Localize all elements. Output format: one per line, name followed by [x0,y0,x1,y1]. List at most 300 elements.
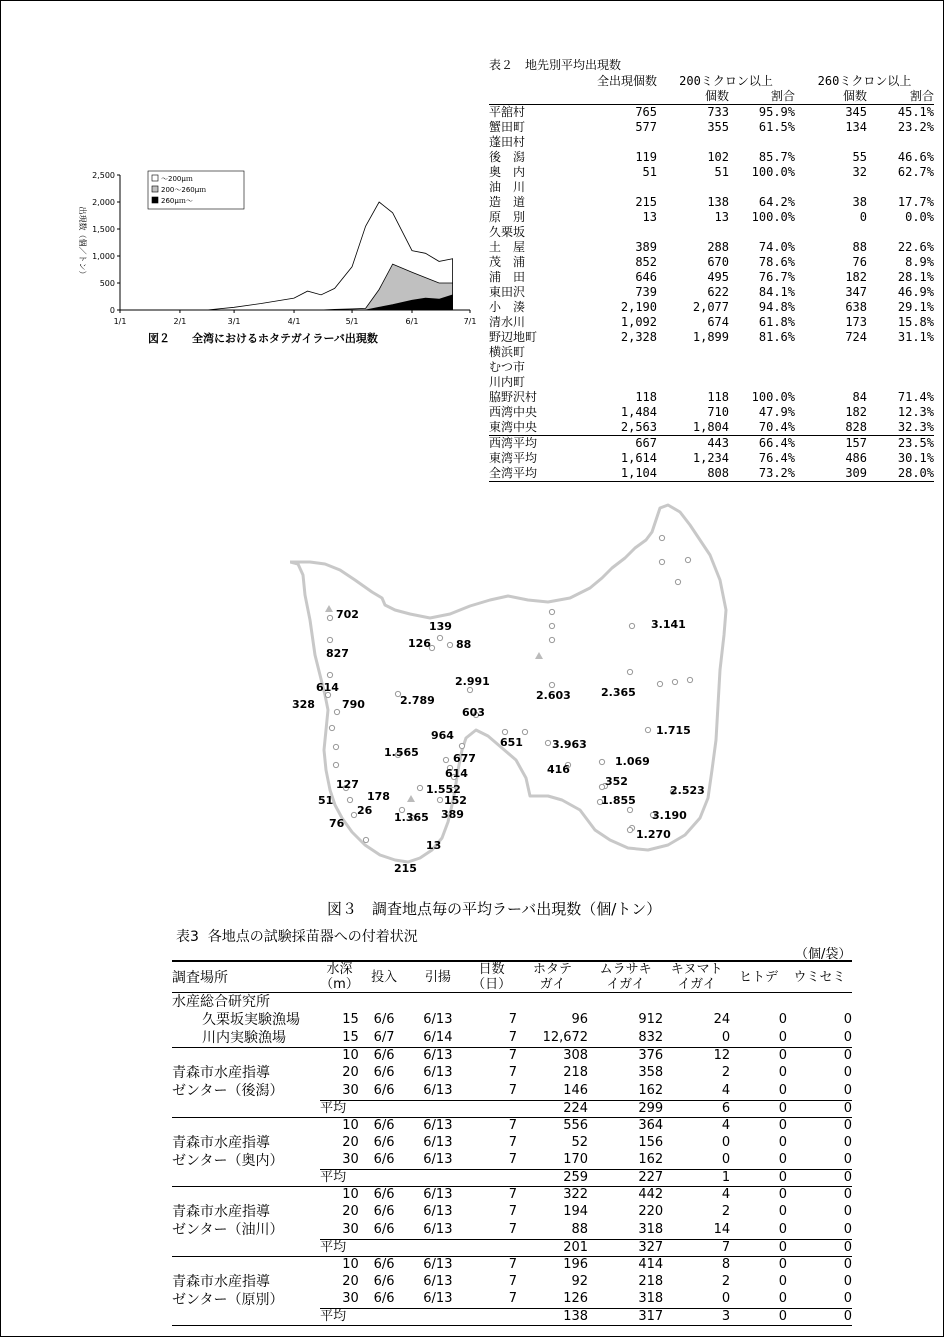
station-dot [672,679,677,684]
table2-cell: 8.9% [905,255,934,269]
table3-cell: 6/13 [423,1291,453,1307]
station-dot [467,687,472,692]
station-dot [659,535,664,540]
table2-site: 東田沢 [489,285,526,299]
table3-cell: 6/7 [373,1030,395,1045]
table3-cell: 7 [466,1187,517,1204]
table2-cell: 215 [635,195,657,209]
station-dot [549,609,554,614]
table2-cell [867,360,934,375]
triangle-marker [407,795,415,802]
table2-site: 後 潟 [489,150,526,164]
table3-avg-cell: 0 [730,1170,787,1187]
figure2-caption-text: 全湾におけるホタテガイラーバ出現数 [192,332,378,345]
station-dot [549,637,554,642]
table2-cell: 739 [635,285,657,299]
table2-cell: 2,563 [620,420,657,434]
table2-cell: 66.4% [729,436,795,452]
table2-row [489,195,934,210]
table3-avg-row [172,1239,852,1256]
table3-header-days-unit: （日） [466,977,517,993]
table2-title: 表２ 地先別平均出現数 [489,58,622,72]
table3-cell: 20 [342,1204,359,1219]
table3-cell: 7 [508,1152,518,1168]
table2-row [489,420,934,436]
table2-cell [795,135,867,150]
station-value-label: 76 [329,817,345,830]
table3-cell: 308 [517,1048,588,1065]
station-dot [629,623,634,628]
table3-row [172,1082,852,1100]
station-dot [545,740,550,745]
table3-cell: 0 [778,1134,787,1150]
table2-cell: 118 [635,390,657,404]
station-dot [443,757,448,762]
table3-cell: 0 [843,1221,852,1237]
table3-avg-cell: 0 [787,1309,852,1326]
table3-cell: 7 [508,1012,518,1027]
table3-cell: 0 [721,1291,731,1307]
table2-cell: 443 [657,436,729,452]
x-tick-label: 1/1 [113,317,127,326]
table3-avg-cell: 0 [730,1309,787,1326]
station-value-label: 3.190 [652,809,687,822]
table3-cell: 0 [730,1187,787,1204]
table3-cell: 0 [843,1291,852,1307]
table2-cell: 15.8% [897,315,934,329]
table2-cell: 2,077 [692,300,729,314]
table3-cell: 10 [320,1048,359,1065]
table2-cell [729,375,795,390]
table3-place: ゼンター（油川） [172,1222,284,1238]
station-value-label: 1.552 [426,783,461,796]
x-tick-label: 3/1 [227,317,241,326]
table2-cell: 173 [845,315,867,329]
table2-cell: 288 [707,240,729,254]
table2-cell: 1,484 [620,405,657,419]
table3-cell: 0 [843,1082,852,1098]
table3-cell: 0 [730,1048,787,1065]
table3-cell: 0 [778,1065,787,1080]
table2-cell: 646 [635,270,657,284]
station-value-label: 702 [336,608,359,621]
table2-header-ratio: 割合 [729,89,795,105]
table2-row [489,210,934,225]
station-value-label: 416 [547,763,570,776]
table2-cell: 724 [845,330,867,344]
table3-cell: 30 [342,1291,359,1307]
station-value-label: 964 [431,729,454,742]
table2-row [489,240,934,255]
table2-cell: 1,092 [620,315,657,329]
table2-cell: 28.0% [867,466,934,482]
table3-caption: 表3 各地点の試験採苗器への付着状況 [176,929,418,945]
table3-header-put: 投入 [359,970,410,986]
table3-row [172,1029,852,1048]
station-value-label: 790 [342,698,365,711]
table3-cell: 358 [638,1065,664,1080]
table3-cell: 7 [508,1273,518,1289]
larvae-area-chart [60,165,480,355]
table3-avg-cell: 224 [517,1100,588,1117]
table2-cell: 76.7% [758,270,795,284]
legend-swatch [152,186,158,192]
y-axis-label: 出現数（個／トン） [78,206,87,279]
table2-row [489,180,934,195]
table3-avg-cell: 0 [730,1100,787,1117]
table2-row [489,405,934,420]
table3-row [172,1256,852,1273]
table2-row [489,120,934,135]
table3-cell: 126 [563,1291,589,1307]
station-dot [447,642,452,647]
table3-header-hotate: ホタテ [517,961,588,977]
station-value-label: 651 [500,736,523,749]
table2-cell [657,180,729,195]
table2-cell: 733 [707,105,729,119]
table3-cell: 0 [778,1012,787,1027]
table2-cell: 70.4% [758,420,795,434]
table3-cell: 10 [320,1117,359,1134]
table3-cell: 6/13 [409,1117,466,1134]
table3-cell: 0 [843,1030,852,1045]
table2-cell: 134 [845,120,867,134]
table2-site: 小 湊 [489,300,526,314]
station-dot [333,744,338,749]
table2-cell: 95.9% [758,105,795,119]
table3-place: ゼンター（原別） [172,1291,284,1308]
station-value-label: 215 [394,862,417,875]
table2-site: 横浜町 [489,345,526,359]
table2-cell: 47.9% [758,405,795,419]
station-value-label: 614 [316,681,339,694]
station-value-label: 328 [292,698,315,711]
table2-cell: 495 [707,270,729,284]
table2-row [489,390,934,405]
table3-row [172,1187,852,1204]
station-dot [685,557,690,562]
table2-cell: 2,328 [620,330,657,344]
table3-cell: 0 [843,1134,852,1150]
table2-row [489,330,934,345]
table3-avg-cell: 138 [517,1309,588,1326]
table2 [489,56,934,482]
table3-avg-row [172,1170,852,1187]
table3-cell: 15 [342,1012,359,1027]
table2-cell [657,225,729,240]
table3-cell: 322 [517,1187,588,1204]
table2-cell: 1,804 [692,420,729,434]
table3-cell: 0 [778,1082,787,1098]
table3-row [172,1064,852,1082]
table2-site: 全湾平均 [489,466,571,482]
station-value-label: 139 [429,620,452,633]
table2-cell: 100.0% [751,390,795,404]
figure2-caption [148,330,378,346]
table3-cell: 6/13 [423,1082,453,1098]
table2-cell: 2,190 [620,300,657,314]
table2-cell [571,135,657,150]
station-dot [417,785,422,790]
station-dot [327,672,332,677]
table3-row [172,1221,852,1239]
table3-cell: 7 [508,1204,518,1219]
station-dot [599,759,604,764]
station-dot [627,807,632,812]
table3-cell: 6/13 [423,1204,453,1219]
bay-map [290,500,750,890]
station-value-label: 152 [444,794,467,807]
table3-cell: 7 [508,1134,518,1150]
table3-avg-label: 平均 [320,1309,517,1326]
table2-cell: 94.8% [758,300,795,314]
table3-avg-cell: 0 [787,1239,852,1256]
table2-site: 脇野沢村 [489,390,538,404]
table2-cell [795,225,867,240]
station-value-label: 1.715 [656,724,691,737]
table3-cell: 4 [663,1117,730,1134]
table3-cell: 2 [721,1065,731,1080]
table2-site: 川内町 [489,375,526,389]
table3-cell: 6/13 [423,1134,453,1150]
table3-cell: 7 [466,1256,517,1273]
table3-unit: （個/袋） [795,947,852,962]
table2-cell: 45.1% [897,105,934,119]
station-value-label: 88 [456,638,472,651]
table2-cell: 84 [852,390,867,404]
table3-place: 青森市水産指導 [172,1134,270,1151]
x-tick-label: 4/1 [287,317,301,326]
table3-cell: 2 [721,1273,731,1289]
table3-header-depth: 水深 [320,961,359,977]
table3-cell: 442 [588,1187,663,1204]
table2-cell: 85.7% [758,150,795,164]
station-dot [363,837,368,842]
table3-header-days: 日数 [466,961,517,977]
table3-cell: 6/6 [359,1117,410,1134]
table3-cell: 7 [508,1291,518,1307]
table3-avg-cell: 7 [663,1239,730,1256]
table2-cell: 22.6% [897,240,934,254]
table3-cell: 0 [787,1117,852,1134]
table2-cell: 1,104 [571,466,657,482]
table3-row [172,1273,852,1291]
table3-avg-cell: 317 [588,1309,663,1326]
table3-header-murasaki: ムラサキ [588,961,663,977]
table2-cell [795,180,867,195]
table2-cell: 71.4% [897,390,934,404]
station-dot [522,729,527,734]
table3-cell: 7 [508,1030,518,1045]
table2-cell: 31.1% [897,330,934,344]
table3-avg-cell: 227 [588,1170,663,1187]
table2-body [489,105,934,482]
table3-body [172,961,852,1326]
table3-header-pull: 引揚 [409,970,466,986]
station-dot [437,797,442,802]
table2-site: 平舘村 [489,105,526,119]
table3-place: 川内実験漁場 [202,1030,286,1046]
table2-cell: 32 [852,165,867,179]
table2-site: 東湾中央 [489,420,538,434]
table3-cell: 6/6 [373,1082,395,1098]
legend-swatch [152,175,158,181]
table2-cell: 852 [635,255,657,269]
table3-header-murasaki-2: イガイ [588,977,663,993]
table2-cell: 1,899 [692,330,729,344]
table3-place: 青森市水産指導 [172,1065,270,1081]
table3-cell: 12 [663,1048,730,1065]
table2-cell: 13 [642,210,657,224]
station-dot [687,677,692,682]
table3-cell: 10 [320,1256,359,1273]
table3-cell: 6/14 [423,1030,453,1045]
table3-cell: 6/13 [423,1221,453,1237]
table3-avg-cell: 0 [787,1170,852,1187]
table3-cell: 0 [843,1204,852,1219]
station-value-label: 13 [426,839,442,852]
station-value-label: 178 [367,790,390,803]
table2-cell [657,360,729,375]
table3-header-place: 調査場所 [172,970,320,986]
table2-cell: 73.2% [729,466,795,482]
table2-row [489,315,934,330]
table3-avg-cell: 1 [663,1170,730,1187]
table3-row [172,1203,852,1221]
x-tick-label: 5/1 [345,317,359,326]
table2-site: 野辺地町 [489,330,538,344]
table2-cell: 118 [707,390,729,404]
table2-site: 奥 内 [489,165,526,179]
table2-cell [795,345,867,360]
table3-cell: 832 [638,1030,664,1045]
table2-cell: 638 [845,300,867,314]
table2-cell: 182 [845,405,867,419]
table3-cell: 6/6 [373,1291,395,1307]
table3-header-kinu: キヌマト [663,961,730,977]
table2-cell: 78.6% [758,255,795,269]
table3-avg-cell: 0 [787,1100,852,1117]
table2-cell: 88 [852,240,867,254]
table3-header-umisemi: ウミセミ [787,970,852,986]
table3-cell: 556 [517,1117,588,1134]
station-dot [329,725,334,730]
table2-header-200: 200ミクロン以上 [679,74,773,88]
y-tick-label: 2,000 [92,198,115,207]
table3-cell: 6/13 [423,1065,453,1080]
table2-cell [729,135,795,150]
table3-cell: 0 [778,1030,787,1045]
station-dot [347,797,352,802]
station-dot [627,827,632,832]
table3-cell: 364 [588,1117,663,1134]
table3-cell: 30 [342,1082,359,1098]
table3-cell: 0 [778,1204,787,1219]
station-value-label: 1.270 [636,828,671,841]
table2-cell: 55 [852,150,867,164]
table2-cell: 64.2% [758,195,795,209]
station-value-label: 1.565 [384,746,419,759]
station-dot [459,743,464,748]
table3-cell: 30 [342,1221,359,1237]
chart-legend [148,171,244,209]
table2-cell: 157 [795,436,867,452]
station-dot [333,762,338,767]
table3-cell: 6/6 [373,1065,395,1080]
table2-header-count: 個数 [657,89,729,105]
y-tick-label: 1,500 [92,225,115,234]
table2-cell: 670 [707,255,729,269]
table3-cell: 6/6 [359,1256,410,1273]
table3-cell: 0 [787,1256,852,1273]
table3-cell: 162 [638,1152,664,1168]
table2-cell: 46.6% [897,150,934,164]
table3-cell: 6/6 [373,1012,395,1027]
table3-cell: 20 [342,1273,359,1289]
table3-avg-label: 平均 [320,1239,517,1256]
table2-site: 土 屋 [489,240,526,254]
table2-cell [657,135,729,150]
table2-cell: 76.4% [758,451,795,465]
y-tick-label: 500 [99,279,115,288]
y-tick-label: 2,500 [92,171,115,180]
table2-cell [867,375,934,390]
table2-cell: 23.2% [897,120,934,134]
legend-label: 260μｍ～ [161,197,193,205]
table2-cell: 389 [635,240,657,254]
table3-cell: 0 [843,1273,852,1289]
table2-row [489,135,934,150]
station-value-label: 26 [357,804,373,817]
table3-cell: 88 [571,1221,589,1237]
table2-header-total: 全出現個数 [596,74,657,88]
table3-cell: 6/6 [373,1204,395,1219]
station-value-label: 2.991 [455,675,490,688]
table3-cell: 318 [638,1291,664,1307]
table2-row [489,270,934,285]
table2-cell: 345 [845,105,867,119]
table2-cell: 29.1% [897,300,934,314]
station-dot [599,784,604,789]
table2-row [489,451,934,466]
table3-avg-cell: 299 [588,1100,663,1117]
table2-cell: 0 [859,210,867,224]
table3-cell: 0 [721,1152,731,1168]
table3-row [172,1011,852,1029]
table3-cell: 7 [466,1048,517,1065]
table2-cell [729,180,795,195]
station-value-label: 127 [336,778,359,791]
table2-cell: 0.0% [905,210,934,224]
table2-cell: 347 [845,285,867,299]
station-dot [327,637,332,642]
legend-label: ～200μｍ [161,175,193,183]
table3-cell: 0 [730,1256,787,1273]
station-value-label: 51 [318,794,334,807]
station-value-label: 1.069 [615,755,650,768]
table2-cell: 765 [635,105,657,119]
table3-cell: 6/13 [409,1256,466,1273]
station-dot [327,615,332,620]
table2-cell: 309 [795,466,867,482]
table2-cell [867,135,934,150]
table3-cell: 6/13 [409,1048,466,1065]
station-dot [675,579,680,584]
table3-cell: 170 [563,1152,589,1168]
table3-place: ゼンター（後潟） [172,1083,284,1099]
table2-row [489,345,934,360]
table3-cell: 6/6 [373,1134,395,1150]
